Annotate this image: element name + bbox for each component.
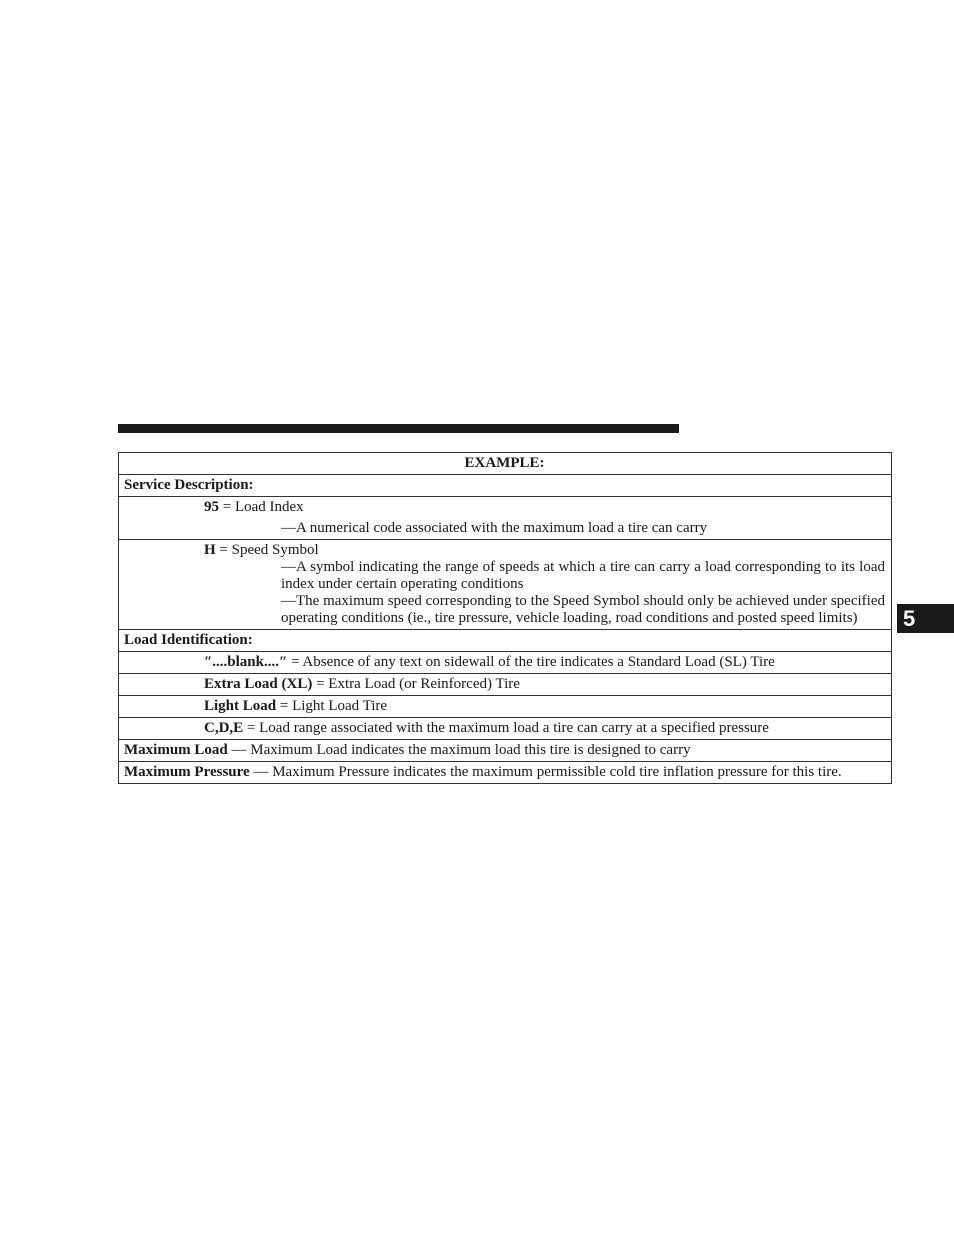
speed-symbol-desc-1: —A symbol indicating the range of speeds at which a tire can carry a load corresponding to its load index under certain operating conditions (281, 559, 885, 592)
service-description-row (119, 475, 892, 497)
load-id-row-xl (119, 674, 892, 696)
chapter-number: 5 (903, 606, 916, 631)
load-identification-row (119, 630, 892, 652)
speed-symbol-key: H (204, 542, 216, 558)
load-id-key: ″....blank....″ (204, 654, 288, 670)
table-header: EXAMPLE: (119, 453, 892, 475)
load-id-text: = Absence of any text on sidewall of the tire indicates a Standard Load (SL) Tire (287, 654, 775, 670)
maximum-pressure-key: Maximum Pressure (124, 764, 250, 780)
maximum-load-row (119, 740, 892, 762)
service-description-label: Service Description: (119, 475, 892, 497)
load-id-key: Light Load (204, 698, 277, 714)
table-header-row (119, 453, 892, 475)
maximum-pressure-row (119, 762, 892, 784)
speed-symbol-eq: = Speed Symbol (215, 542, 319, 558)
maximum-pressure-text: — Maximum Pressure indicates the maximum permissible cold tire inflation pressure for this tire. (249, 764, 842, 780)
tire-example-table (118, 452, 892, 784)
load-identification-label: Load Identification: (119, 630, 892, 652)
chapter-tab (897, 604, 954, 633)
load-id-text: = Extra Load (or Reinforced) Tire (312, 676, 520, 692)
load-index-desc: —A numerical code associated with the maximum load a tire can carry (281, 520, 708, 536)
speed-symbol-row (119, 540, 892, 630)
load-index-eq: = Load Index (219, 499, 304, 515)
load-index-row (119, 497, 892, 540)
speed-symbol-line (204, 542, 885, 559)
maximum-load-text: — Maximum Load indicates the maximum load this tire is designed to carry (227, 742, 691, 758)
section-rule (118, 424, 679, 433)
speed-symbol-desc-2: —The maximum speed corresponding to the Speed Symbol should only be achieved under specified operating conditions (ie., tire pressure, vehicle loading, road conditions and posted speed limits) (281, 593, 885, 626)
load-index-cell (119, 497, 892, 540)
speed-symbol-cell (119, 540, 892, 630)
load-id-row-blank (119, 652, 892, 674)
load-id-row-light (119, 696, 892, 718)
load-id-row-cde (119, 718, 892, 740)
load-index-line (204, 499, 885, 516)
maximum-load-key: Maximum Load (124, 742, 228, 758)
load-id-key: C,D,E (204, 720, 244, 736)
load-id-key: Extra Load (XL) (204, 676, 313, 692)
load-id-text: = Light Load Tire (276, 698, 388, 714)
load-index-key: 95 (204, 499, 219, 515)
load-id-text: = Load range associated with the maximum load a tire can carry at a specified pressure (243, 720, 769, 736)
